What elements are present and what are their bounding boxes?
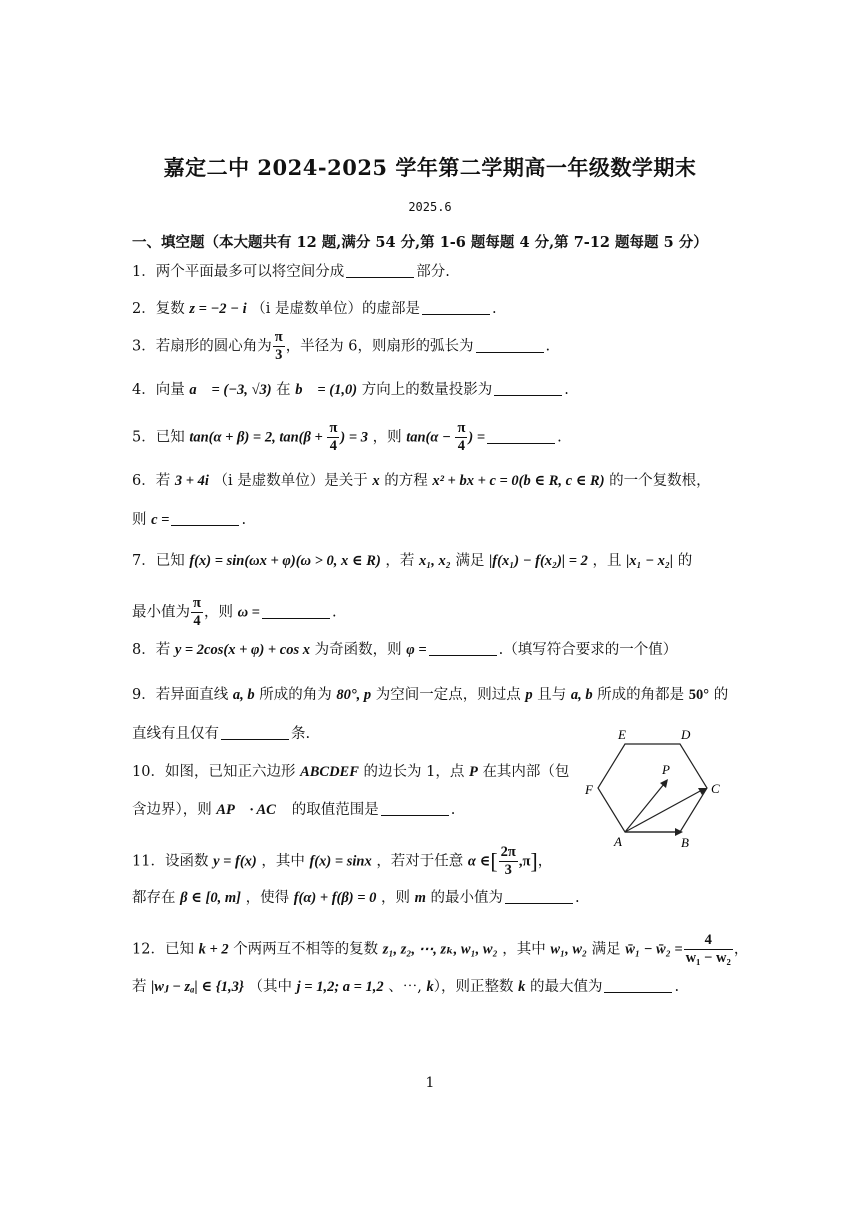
vector-ac — [625, 790, 702, 832]
q10-mid2: 在其内部（包 — [482, 764, 570, 780]
q6-variable: x — [372, 473, 380, 489]
q7-condition: |f(x₁) − f(x₂)| = 2 — [489, 553, 588, 569]
q4-vector-b: b⃗ = (1,0) — [295, 382, 358, 398]
q10-mid1: 的边长为 1，点 — [363, 764, 465, 780]
q12-mid3: 满足 — [591, 941, 621, 958]
q9-lines-2: a, b — [570, 687, 593, 703]
q6-mid1: （i 是虚数单位）是关于 — [213, 473, 368, 489]
q9-mid5: 的 — [713, 687, 729, 703]
question-4 — [132, 380, 569, 400]
q7-mid3: ，且 — [592, 553, 622, 569]
q10-hexagon: ABCDEF — [300, 764, 359, 780]
q9-mid3: 且与 — [537, 687, 567, 703]
fraction-numerator: π — [274, 329, 283, 345]
q12-fraction — [684, 932, 733, 967]
section-header: 一、填空题（本大题共有 12 题,满分 54 分,第 1-6 题每题 4 分,第 7-12 题每题 5 分） — [132, 234, 708, 251]
hexagon-figure — [580, 722, 740, 852]
fraction-numerator: π — [329, 420, 338, 436]
q7-distance: |x₁ − x₂| — [626, 553, 674, 569]
fraction-numerator: 4 — [684, 932, 733, 950]
q2-suffix: . — [491, 301, 497, 317]
q4-mid1: 在 — [276, 382, 291, 398]
left-bracket: [ — [490, 848, 498, 874]
label-b: B — [681, 835, 689, 850]
fraction-numerator: π — [457, 420, 466, 436]
q7-text: 7．已知 — [132, 553, 185, 569]
q11-line2: 都存在 — [132, 890, 176, 906]
q12-text: 12．已知 — [132, 941, 194, 958]
q5-expression-1b: ) = 3 — [340, 429, 368, 446]
answer-blank — [221, 725, 289, 740]
q3-suffix: . — [545, 338, 551, 355]
right-bracket: ] — [530, 848, 538, 874]
answer-blank — [381, 801, 449, 816]
q2-text: 2．复数 — [132, 301, 185, 317]
q9-mid4: 所成的角都是 — [597, 687, 685, 703]
vector-ap — [625, 784, 664, 832]
q6-equation: x² + bx + c = 0(b ∈ R, c ∈ R) — [432, 473, 605, 489]
exam-date: 2025.6 — [408, 200, 452, 214]
q8-suffix: .（填写符合要求的一个值） — [498, 642, 678, 658]
fraction-denominator: 3 — [504, 862, 512, 878]
q12-k-2: k — [518, 979, 526, 995]
label-f: F — [585, 782, 593, 797]
q8-mid: 为奇函数，则 — [314, 642, 402, 658]
q12-w: w₁, w₂ — [550, 941, 588, 958]
q5-text: 5．已知 — [132, 429, 185, 446]
q10-dot-product: AP⃗ · AC⃗ — [216, 802, 288, 818]
q7-x1x2: x₁, x₂ — [419, 553, 451, 569]
q6-text: 6．若 — [132, 473, 171, 489]
q6-suffix: . — [241, 512, 247, 528]
answer-blank — [494, 381, 562, 396]
answer-blank — [487, 429, 555, 444]
q9-angle-2: 50° — [688, 687, 710, 703]
question-7 — [132, 551, 692, 571]
q6-root: 3 + 4i — [174, 473, 209, 489]
fraction-numerator: π — [193, 595, 201, 611]
answer-blank — [262, 604, 330, 619]
q7-line2b: ，则 — [203, 604, 233, 621]
q12-line2d: ），则正整数 — [433, 979, 514, 995]
q9-suffix: 条. — [291, 726, 311, 742]
question-7-line-2 — [132, 595, 337, 630]
q4-text: 4．向量 — [132, 382, 185, 398]
page-number: 1 — [425, 1075, 435, 1091]
answer-blank — [346, 263, 414, 278]
q12-line2: 若 — [132, 979, 147, 995]
q11-mid3: ， — [537, 853, 553, 870]
q11-line2b: ，使得 — [245, 890, 290, 906]
question-9 — [132, 685, 728, 705]
q7-function: f(x) = sin(ωx + φ)(ω > 0, x ∈ R) — [189, 553, 381, 569]
fraction-denominator: w₁ − w₂ — [685, 950, 731, 966]
q10-line2: 含边界），则 — [132, 802, 212, 818]
answer-blank — [171, 511, 239, 526]
question-11 — [132, 844, 552, 879]
q7-line2: 最小值为 — [132, 604, 190, 621]
q11-pi: ,π — [518, 853, 531, 870]
q11-alpha: α ∈ — [467, 853, 491, 870]
q6-line2: 则 — [132, 512, 147, 528]
q5-suffix: . — [557, 429, 562, 446]
q5-expression-2: tan(α − — [406, 429, 455, 446]
q12-complex-set: z₁, z₂, ⋯, zₖ, w₁, w₂ — [382, 941, 498, 958]
q12-suffix: . — [674, 979, 680, 995]
q12-conjugate: w̄₁ − w̄₂ = — [625, 941, 683, 958]
q11-line2c: ，则 — [381, 890, 410, 906]
answer-blank — [604, 978, 672, 993]
question-10 — [132, 762, 569, 782]
q11-text: 11．设函数 — [132, 853, 209, 870]
q12-count: k + 2 — [198, 941, 229, 958]
q12-k: k — [426, 979, 434, 995]
q7-omega: ω = — [237, 604, 260, 621]
answer-blank — [422, 300, 490, 315]
q7-mid1: ，若 — [385, 553, 415, 569]
q1-text: 1．两个平面最多可以将空间分成 — [132, 264, 345, 280]
answer-blank — [429, 641, 497, 656]
question-12 — [132, 932, 748, 967]
question-10-line-2 — [132, 800, 455, 820]
question-6 — [132, 471, 711, 491]
q11-mid1: ，其中 — [261, 853, 305, 870]
q4-mid2: 方向上的数量投影为 — [361, 382, 493, 398]
q1-suffix: 部分. — [416, 264, 450, 280]
fraction-denominator: 4 — [193, 613, 201, 629]
q11-beta: β ∈ [0, m] — [180, 890, 241, 906]
q6-expr-c: c = — [151, 512, 170, 528]
exam-title: 嘉定二中 2024-2025 学年第二学期高一年级数学期末 — [163, 155, 697, 180]
q5-expression-2b: ) = — [468, 429, 486, 446]
question-2 — [132, 299, 497, 319]
q12-mid2: ，其中 — [502, 941, 546, 958]
question-6-line-2 — [132, 510, 246, 530]
q5-fraction-1 — [327, 420, 339, 455]
q9-angle: 80°, p — [336, 687, 372, 703]
q12-indices: j = 1,2; a = 1,2 — [296, 979, 384, 995]
q10-text: 10．如图，已知正六边形 — [132, 764, 296, 780]
q8-function: y = 2cos(x + φ) + cos x — [174, 642, 310, 658]
q9-mid2: 为空间一定点，则过点 — [375, 687, 521, 703]
q3-fraction — [273, 329, 285, 364]
question-12-line-2 — [132, 977, 679, 997]
q8-phi: φ = — [406, 642, 427, 658]
q10-suffix: . — [450, 802, 456, 818]
label-c: C — [711, 781, 720, 796]
q11-fraction — [499, 844, 518, 879]
q11-function: y = f(x) — [213, 853, 257, 870]
q2-expression: z = −2 − i — [189, 301, 247, 317]
q11-sine: f(x) = sinx — [309, 853, 372, 870]
q9-lines: a, b — [232, 687, 255, 703]
q5-mid: ，则 — [372, 429, 402, 446]
fraction-denominator: 4 — [457, 438, 466, 454]
q9-mid1: 所成的角为 — [259, 687, 332, 703]
q6-mid3: 的一个复数根， — [609, 473, 711, 489]
q11-condition: f(α) + f(β) = 0 — [293, 890, 377, 906]
q9-point: p — [525, 687, 533, 703]
q5-fraction-2 — [455, 420, 467, 455]
question-5 — [132, 420, 562, 455]
q11-line2d: 的最小值为 — [430, 890, 503, 906]
fraction-numerator: 2π — [500, 844, 516, 860]
q11-mid2: ，若对于任意 — [376, 853, 464, 870]
q7-mid4: 的 — [677, 553, 693, 569]
q3-mid: ，半径为 6，则扇形的弧长为 — [285, 338, 474, 355]
q9-line2: 直线有且仅有 — [132, 726, 219, 742]
q6-mid2: 的方程 — [384, 473, 428, 489]
q10-point: P — [468, 764, 478, 780]
q12-mid1: 个两两互不相等的复数 — [233, 941, 379, 958]
q12-modulus: |wⱼ − zₐ| ∈ {1,3} — [151, 979, 244, 995]
q12-line2b: （其中 — [248, 979, 293, 995]
label-p: P — [662, 762, 670, 777]
question-8 — [132, 640, 677, 660]
q11-m: m — [414, 890, 426, 906]
q3-text: 3．若扇形的圆心角为 — [132, 338, 272, 355]
answer-blank — [505, 889, 573, 904]
question-9-line-2 — [132, 724, 310, 744]
q9-text: 9．若异面直线 — [132, 687, 229, 703]
fraction-denominator: 4 — [329, 438, 338, 454]
q7-fraction — [191, 595, 203, 630]
label-a: A — [614, 834, 622, 849]
fraction-denominator: 3 — [275, 347, 283, 363]
q7-suffix: . — [331, 604, 337, 621]
q12-mid4: ， — [733, 941, 749, 958]
label-e: E — [618, 727, 626, 742]
answer-blank — [476, 338, 544, 353]
q7-mid2: 满足 — [455, 553, 485, 569]
question-11-line-2 — [132, 888, 580, 908]
q12-line2e: 的最大值为 — [529, 979, 603, 995]
q5-expression-1: tan(α + β) = 2, tan(β + — [189, 429, 327, 446]
question-3 — [132, 329, 550, 364]
hexagon-outline — [598, 744, 707, 832]
q8-text: 8．若 — [132, 642, 171, 658]
q4-vector-a: a⃗ = (−3, √3) — [189, 382, 272, 398]
q2-mid: （i 是虚数单位）的虚部是 — [251, 301, 420, 317]
q4-suffix: . — [564, 382, 569, 398]
label-d: D — [681, 727, 691, 742]
q11-suffix: . — [575, 890, 580, 906]
question-1 — [132, 262, 450, 282]
q10-line2b: 的取值范围是 — [291, 802, 379, 818]
q12-line2c: 、⋯, — [388, 979, 422, 995]
